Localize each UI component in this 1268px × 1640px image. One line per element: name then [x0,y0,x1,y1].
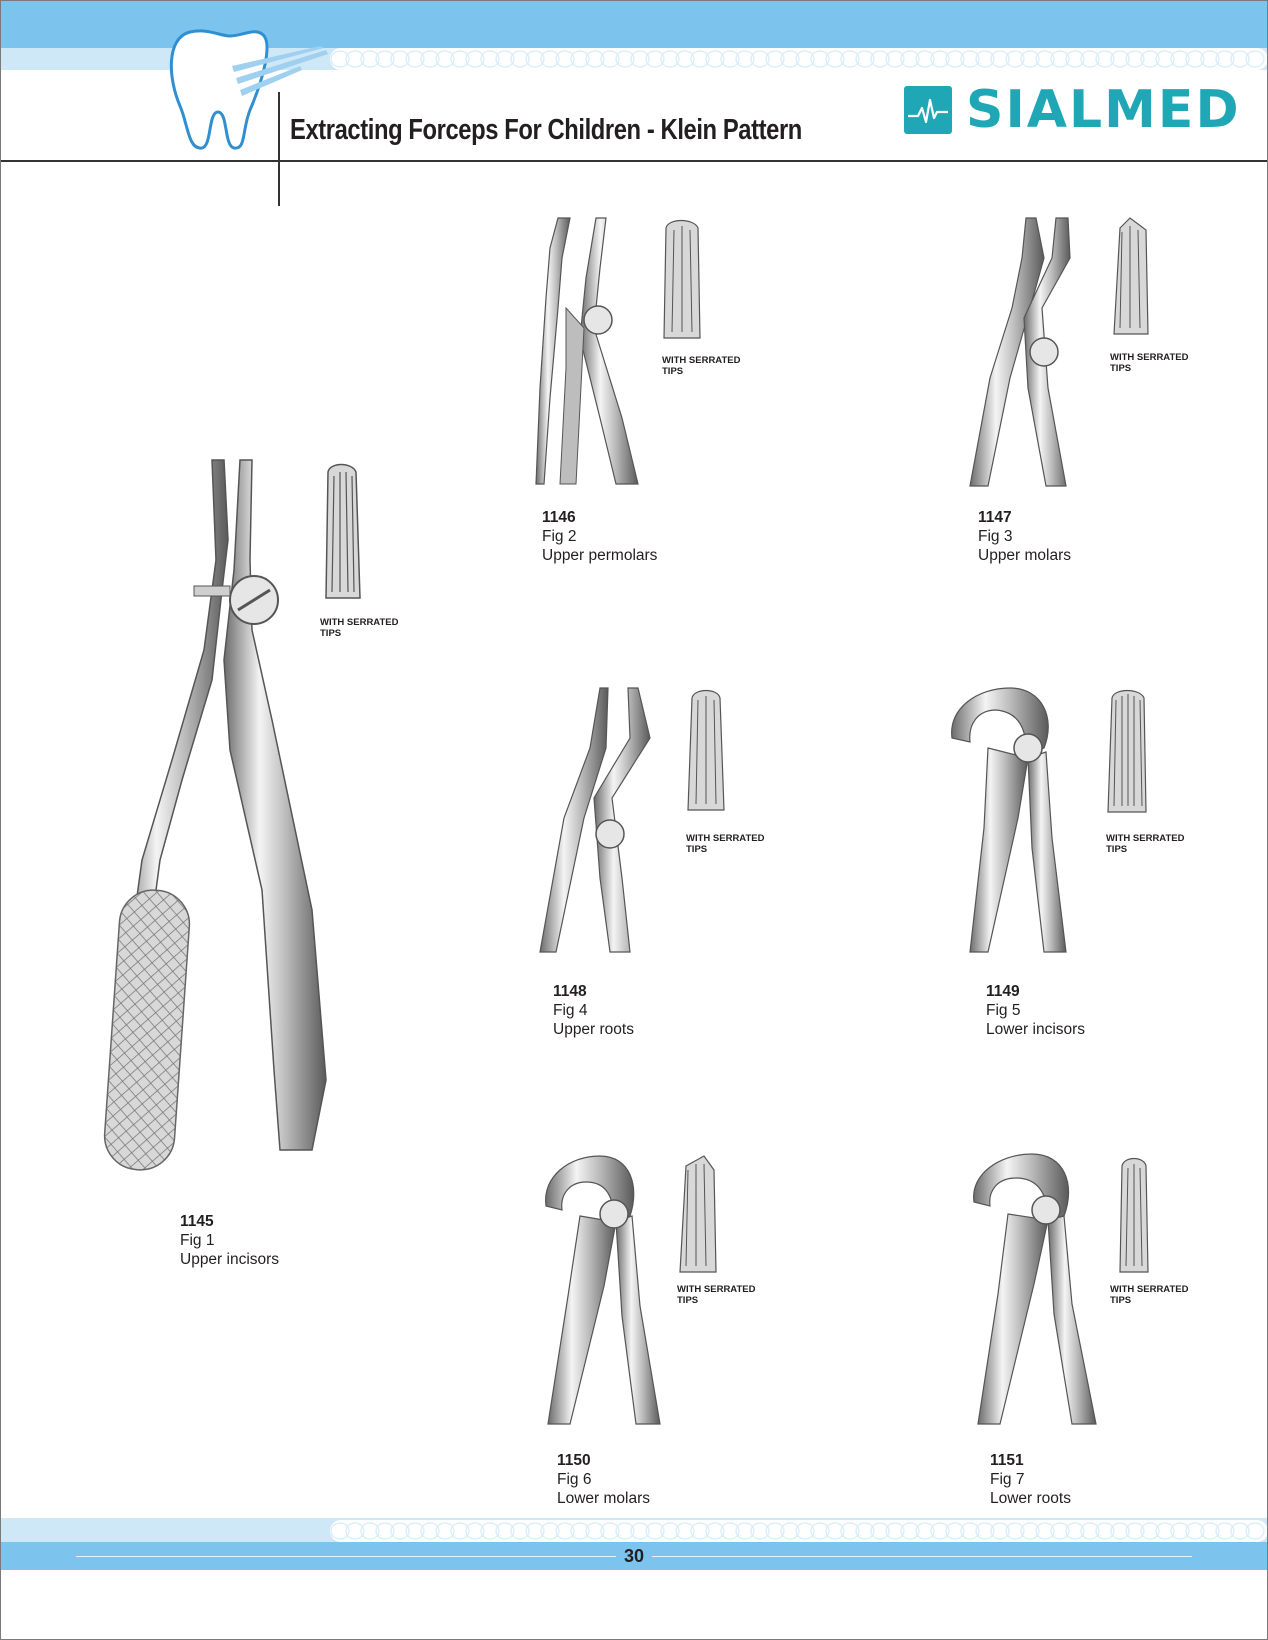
header-scallop-pattern [330,48,1268,70]
product-description: Upper molars [978,547,1072,564]
product-caption [542,508,657,565]
header-divider [0,160,1268,162]
forceps-icon [968,1154,1118,1424]
product-fig: Fig 3 [978,528,1013,545]
serrated-tip-icon [1106,688,1150,814]
tip-label: WITH SERRATED TIPS [1110,352,1189,374]
product-fig: Fig 7 [990,1471,1025,1488]
product-code: 1150 [557,1452,591,1469]
forceps-icon [112,460,342,1180]
tip-label: WITH SERRATED TIPS [320,617,399,639]
product-code: 1147 [978,509,1012,526]
product-code: 1145 [180,1213,214,1230]
product-fig: Fig 2 [542,528,577,545]
footer-rule [76,1556,616,1557]
product-description: Upper permolars [542,547,658,564]
tip-label: WITH SERRATED TIPS [686,833,765,855]
forceps-icon [970,218,1100,486]
brand-logo-text: SIALMED [966,80,1241,140]
header-vertical-rule [278,92,280,206]
serrated-tip-icon [660,218,704,340]
footer-rule [652,1556,1192,1557]
product-description: Upper incisors [180,1251,280,1268]
forceps-icon [536,218,666,484]
product-description: Lower roots [990,1490,1071,1507]
product-caption [986,982,1085,1039]
product-description: Lower incisors [986,1021,1086,1038]
product-caption [557,1451,650,1508]
product-caption [553,982,634,1039]
heartbeat-icon [904,86,952,134]
forceps-icon [948,688,1108,952]
product-code: 1148 [553,983,587,1000]
product-code: 1149 [986,983,1020,1000]
tip-label: WITH SERRATED TIPS [677,1284,756,1306]
serrated-tip-icon [686,688,726,812]
tip-label: WITH SERRATED TIPS [1106,833,1185,855]
page-title: Extracting Forceps For Children - Klein Pattern [290,114,802,146]
product-description: Upper roots [553,1021,634,1038]
forceps-icon [540,688,670,952]
product-fig: Fig 6 [557,1471,592,1488]
serrated-tip-icon [1116,1156,1152,1274]
footer-scallop-pattern [330,1520,1268,1542]
tip-label: WITH SERRATED TIPS [662,355,741,377]
forceps-icon [540,1156,690,1424]
serrated-tip-icon [676,1156,720,1274]
brand-logo-mark [904,86,952,134]
product-fig: Fig 5 [986,1002,1021,1019]
product-fig: Fig 4 [553,1002,588,1019]
product-code: 1146 [542,509,576,526]
product-caption [180,1212,279,1269]
product-description: Lower molars [557,1490,651,1507]
product-caption [978,508,1071,565]
product-fig: Fig 1 [180,1232,215,1249]
serrated-tip-icon [322,462,362,600]
product-code: 1151 [990,1452,1024,1469]
page-number: 30 [623,1546,645,1566]
tip-label: WITH SERRATED TIPS [1110,1284,1189,1306]
product-caption [990,1451,1071,1508]
serrated-tip-icon [1110,218,1150,336]
